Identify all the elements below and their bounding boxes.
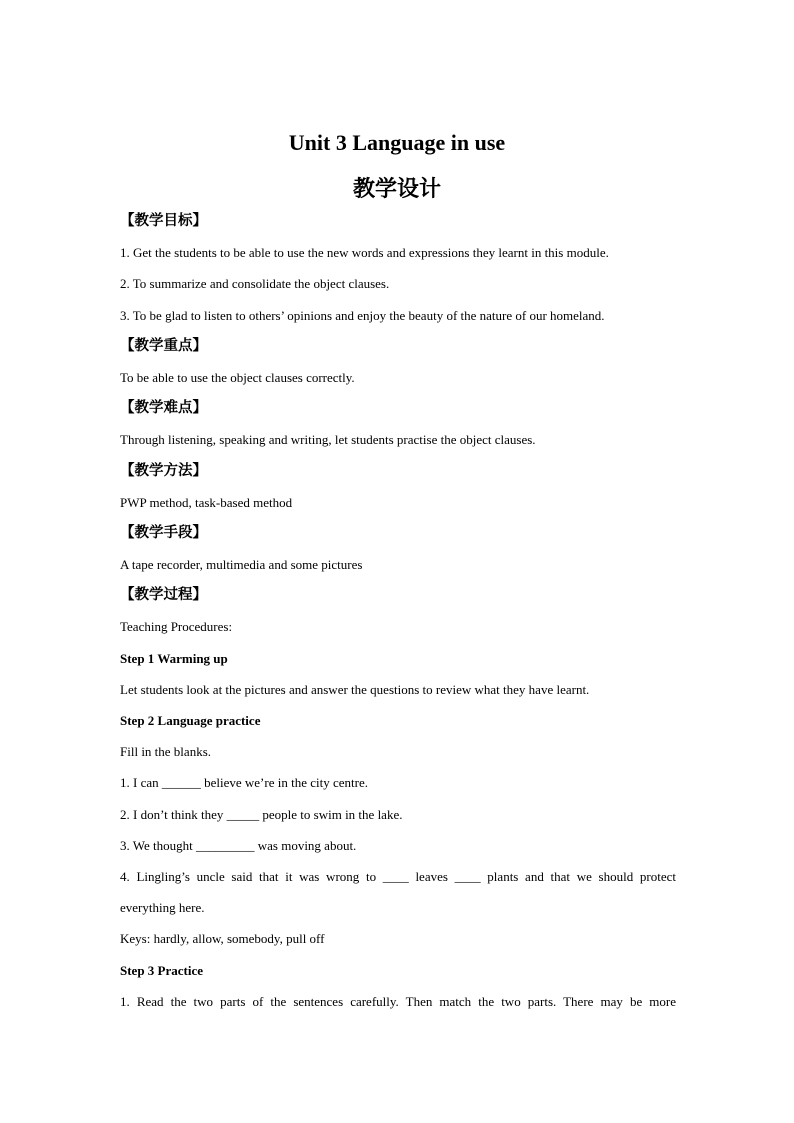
- objectives-heading: 【教学目标】: [120, 213, 207, 229]
- blank-item: 3. We thought _________ was moving about.: [120, 837, 357, 853]
- blank-item: 2. I don’t think they _____ people to swim in the lake.: [120, 806, 403, 822]
- step2-heading: Step 2 Language practice: [120, 713, 261, 728]
- step2-intro: Fill in the blanks.: [120, 744, 211, 760]
- blank-item: 4. Lingling’s uncle said that it was wrong to ____ leaves ____ plants and that we should protect: [120, 868, 676, 884]
- key-points-text: To be able to use the object clauses correctly.: [120, 369, 355, 385]
- key-points-heading: 【教学重点】: [120, 337, 207, 354]
- document-body: [120, 206, 676, 1017]
- process-heading: 【教学过程】: [120, 587, 207, 604]
- objective-item: 2. To summarize and consolidate the object clauses.: [120, 276, 390, 292]
- step3-text: 1. Read the two parts of the sentences carefully. Then match the two parts. There may be more: [120, 993, 676, 1009]
- objective-item: 3. To be glad to listen to others’ opinions and enjoy the beauty of the nature of our homeland.: [120, 307, 605, 323]
- blank-item: 1. I can ______ believe we’re in the city centre.: [120, 775, 368, 791]
- methods-text: PWP method, task-based method: [120, 494, 293, 510]
- page-title: Unit 3 Language in use: [288, 130, 506, 155]
- difficulties-heading: 【教学难点】: [120, 400, 207, 417]
- step1-heading: Step 1 Warming up: [120, 650, 228, 666]
- step1-text: Let students look at the pictures and answer the questions to review what they have learnt.: [120, 681, 590, 697]
- procedures-label: Teaching Procedures:: [120, 619, 233, 635]
- blank-item-continuation: everything here.: [120, 900, 205, 916]
- difficulties-text: Through listening, speaking and writing, let students practise the object clauses.: [120, 432, 536, 448]
- step3-heading: Step 3 Practice: [120, 962, 204, 978]
- objective-item: 1. Get the students to be able to use the new words and expressions they learnt in this module.: [120, 245, 609, 261]
- page-subtitle: 教学设计: [352, 177, 441, 202]
- methods-heading: 【教学方法】: [120, 462, 207, 479]
- means-text: A tape recorder, multimedia and some pictures: [120, 557, 363, 573]
- keys-text: Keys: hardly, allow, somebody, pull off: [120, 931, 325, 947]
- means-heading: 【教学手段】: [120, 524, 207, 541]
